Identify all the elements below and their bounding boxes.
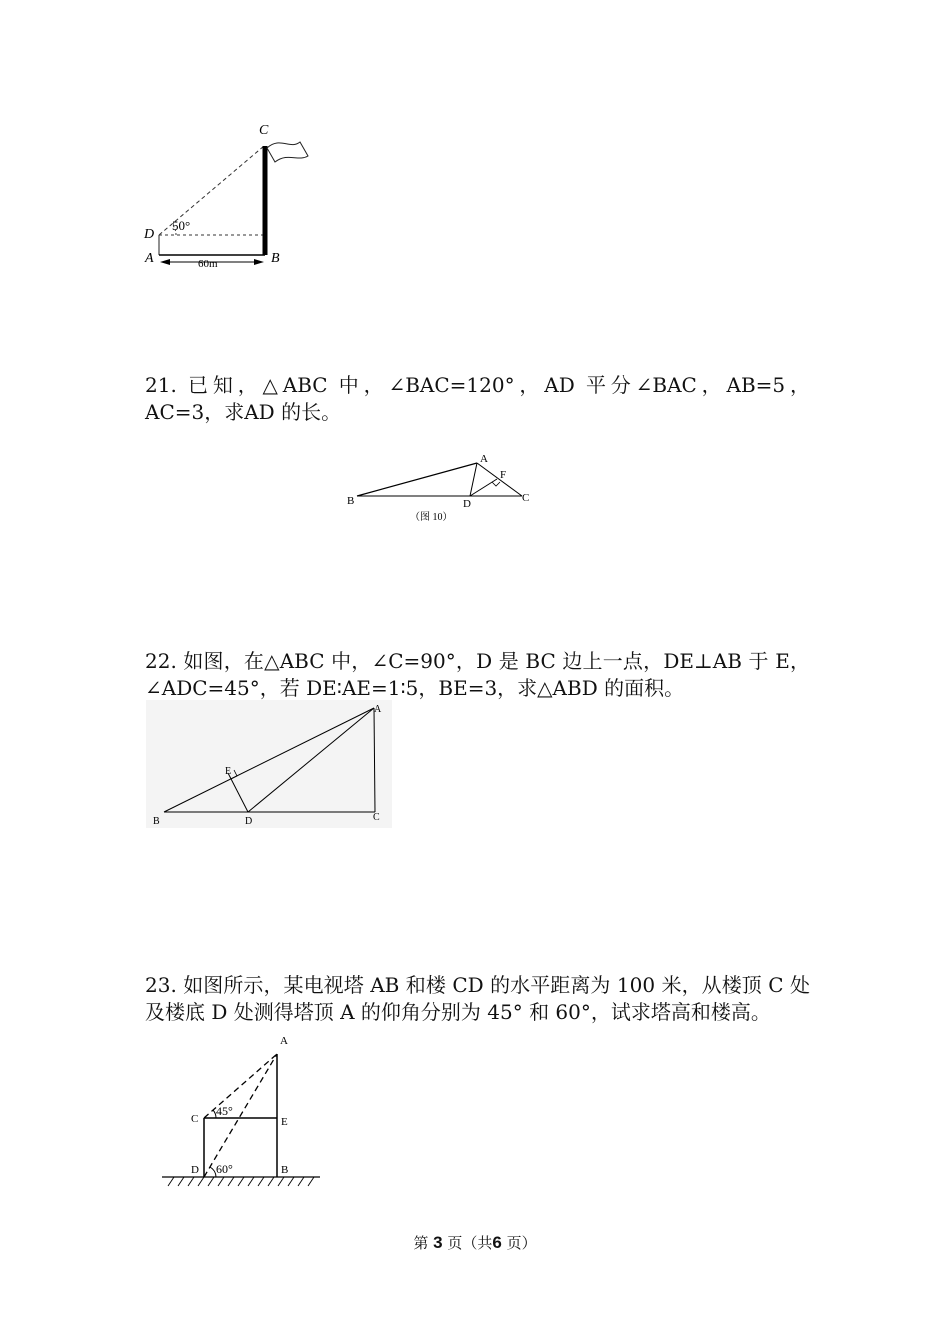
label-E: E <box>225 766 232 777</box>
flagpole-figure <box>140 118 340 278</box>
figure-23 <box>160 1030 330 1195</box>
figure-caption: （图 10） <box>410 512 453 523</box>
right-angle-mark <box>492 482 500 486</box>
label-C: C <box>259 123 269 138</box>
figure-background <box>146 700 392 828</box>
figure-22 <box>146 700 396 830</box>
segment-DF <box>470 479 497 496</box>
side-BA <box>357 463 477 496</box>
label-A: A <box>480 453 488 465</box>
angle-label-60: 60° <box>216 1162 233 1176</box>
label-C: C <box>191 1113 199 1125</box>
ground-hatching <box>168 1177 314 1186</box>
distance-label: 60m <box>198 258 218 270</box>
angle-label: 50° <box>172 218 191 233</box>
question-22: 22. 如图，在△ABC 中，∠C=90°，D 是 BC 边上一点，DE⊥AB 于 E，∠ADC=45°，若 DE∶AE=1∶5，BE=3，求△ABD 的面积。 <box>145 649 810 700</box>
angle-label-45: 45° <box>216 1104 233 1118</box>
label-D: D <box>144 227 155 242</box>
label-B: B <box>153 816 160 827</box>
arrow-left <box>160 259 170 265</box>
label-E: E <box>281 1116 288 1128</box>
label-A: A <box>280 1035 288 1047</box>
label-B: B <box>271 251 280 266</box>
footer-prefix: 第 <box>413 1234 429 1252</box>
question-21: 21. 已知，△ABC 中，∠BAC=120°，AD 平分∠BAC，AB=5，AC=3，求AD 的长。 <box>145 373 810 424</box>
label-A: A <box>145 251 154 266</box>
label-B: B <box>347 495 355 507</box>
figure-10 <box>340 448 540 528</box>
label-B: B <box>281 1164 289 1176</box>
label-D: D <box>245 816 253 827</box>
footer-suffix: 页） <box>506 1234 537 1252</box>
page-footer <box>0 1232 950 1253</box>
footer-total-pages: 6 <box>492 1233 502 1252</box>
footer-page-number: 3 <box>433 1233 443 1252</box>
label-F: F <box>500 469 507 481</box>
label-A: A <box>374 704 382 715</box>
label-D: D <box>463 498 471 510</box>
segment-AD <box>470 463 477 496</box>
footer-middle: 页（共 <box>447 1234 493 1252</box>
arrow-right <box>254 259 264 265</box>
label-D: D <box>191 1164 199 1176</box>
label-C: C <box>522 492 530 504</box>
label-C: C <box>373 812 380 823</box>
sight-DA <box>204 1054 277 1177</box>
question-23: 23. 如图所示，某电视塔 AB 和楼 CD 的水平距离为 100 米，从楼顶 C 处及楼底 D 处测得塔顶 A 的仰角分别为 45° 和 60°，试求塔高和楼高。 <box>145 973 810 1024</box>
sight-CA <box>204 1054 277 1118</box>
flag <box>267 142 308 162</box>
